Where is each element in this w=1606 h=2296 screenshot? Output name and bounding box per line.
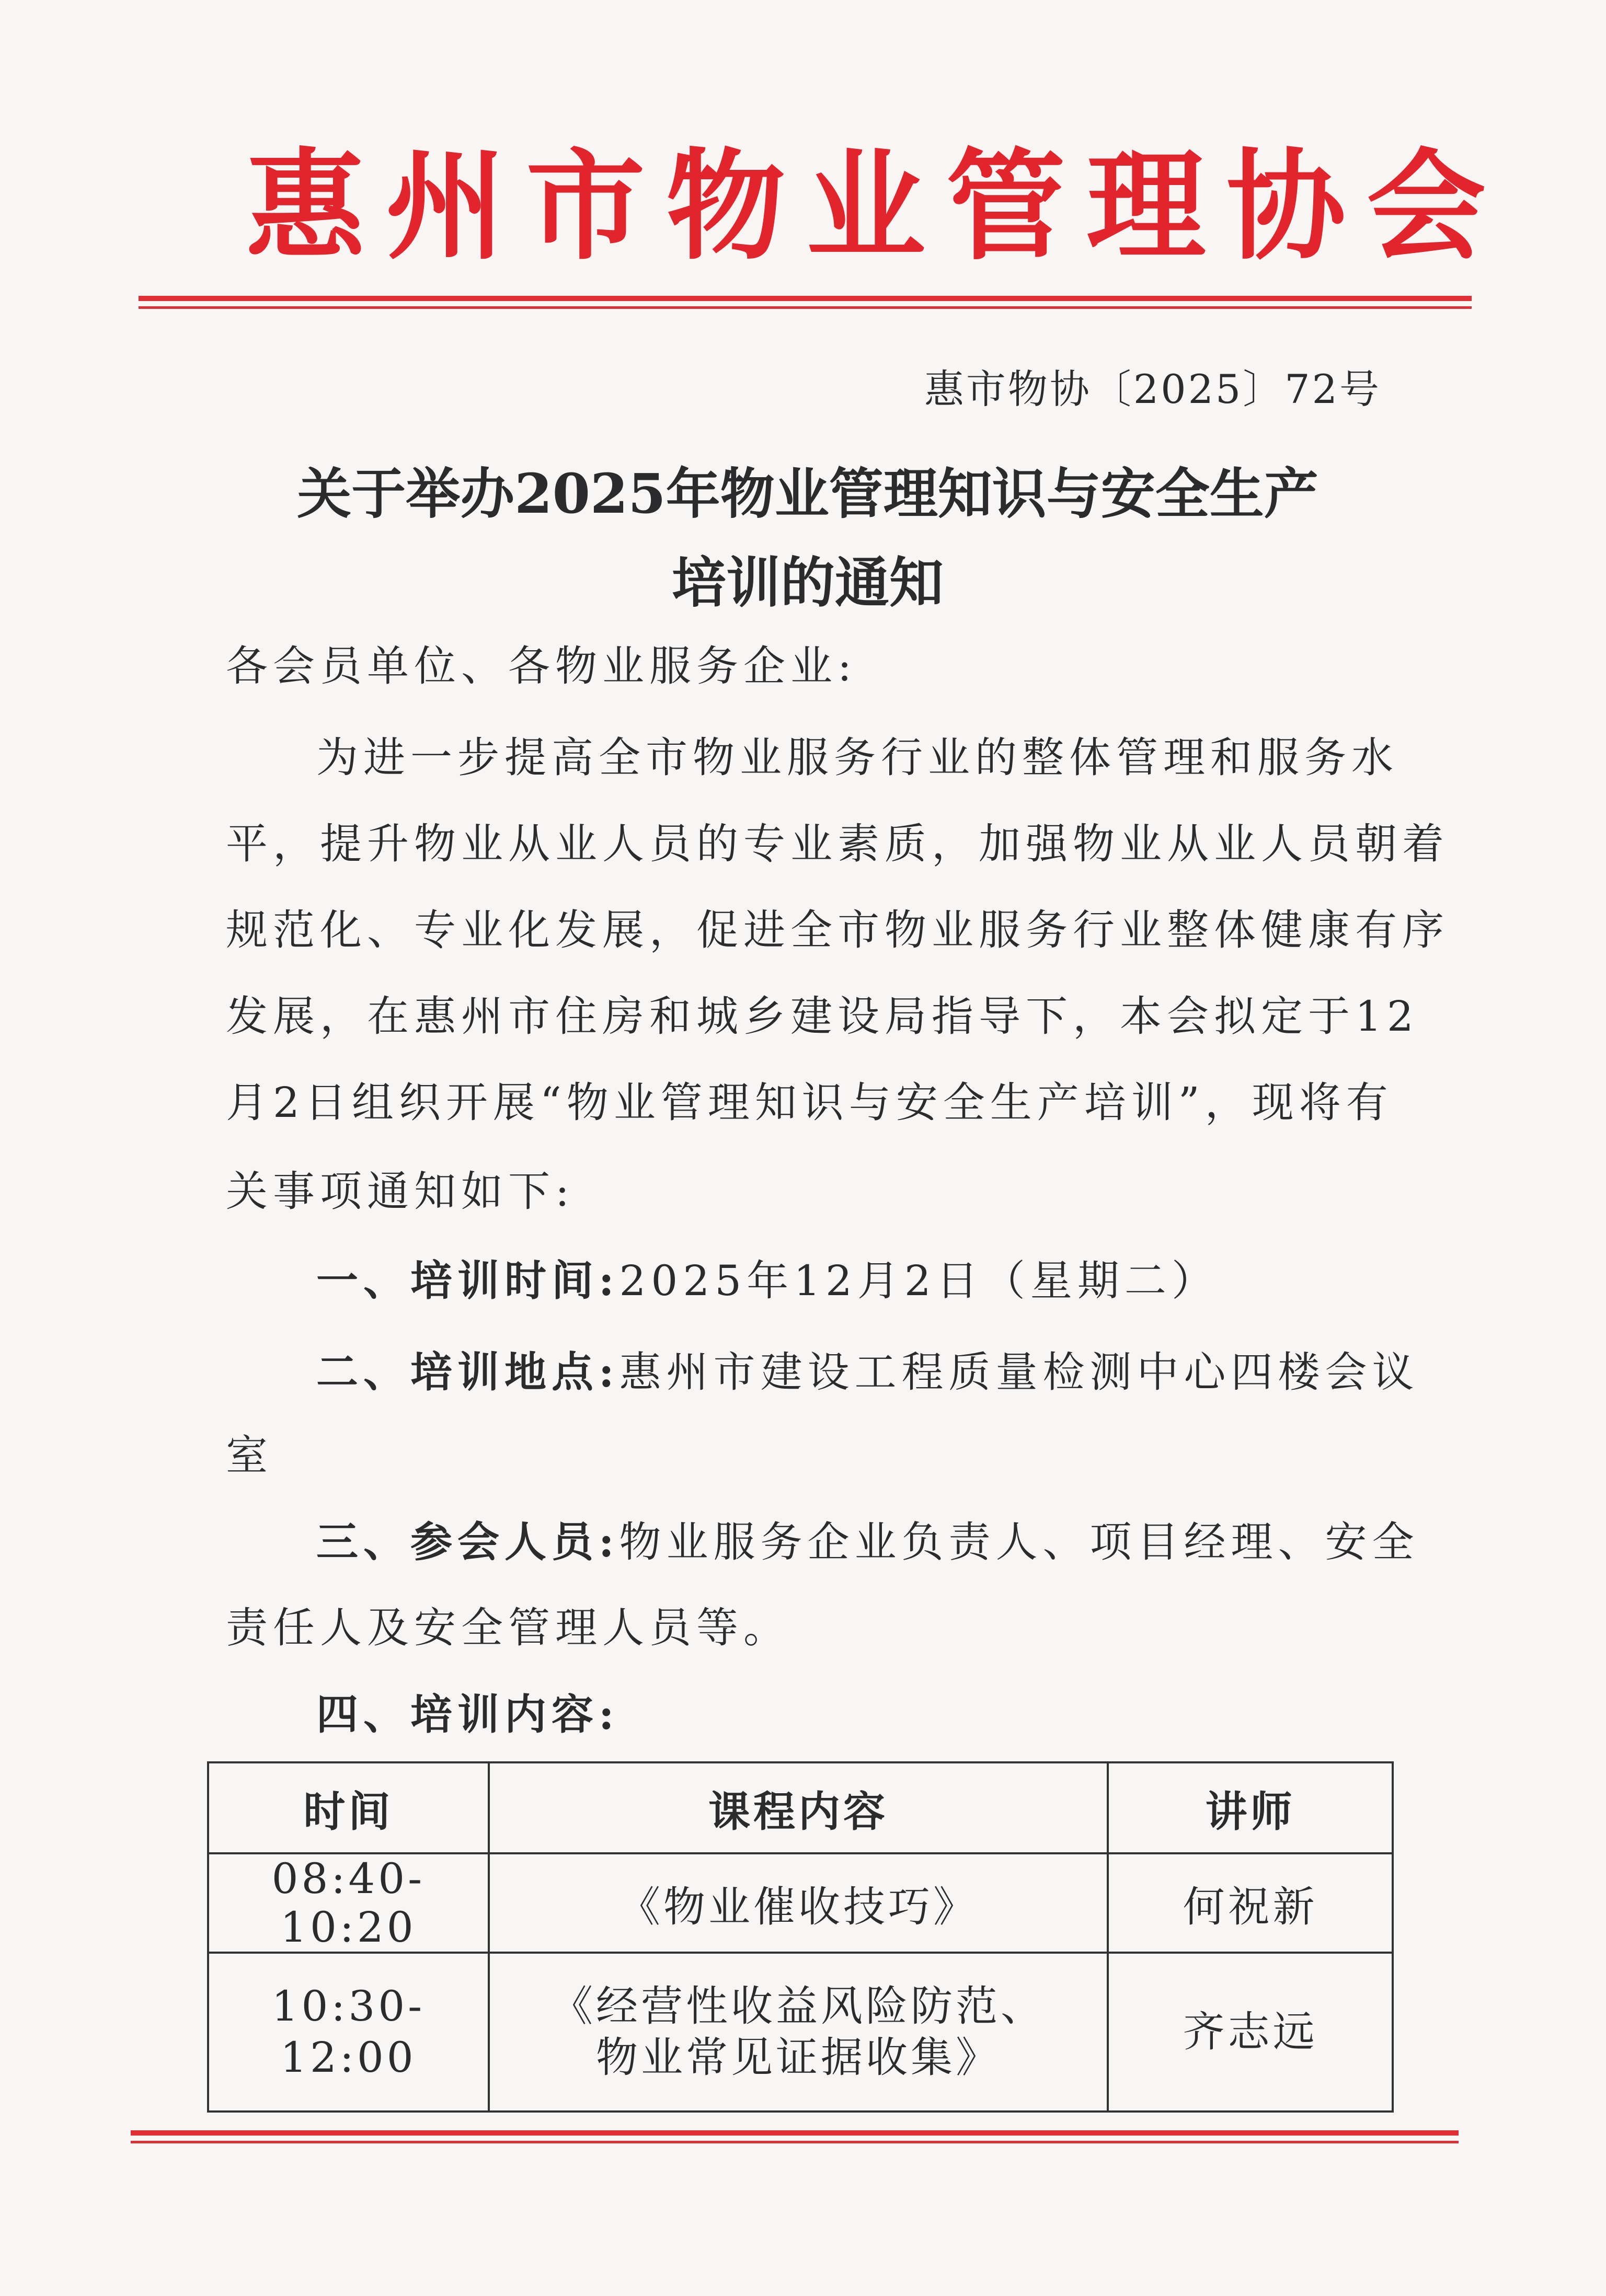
body-paragraph-line: 发展，在惠州市住房和城乡建设局指导下，本会拟定于12 bbox=[226, 992, 1419, 1041]
training-time-label: 一、培训时间: bbox=[316, 1256, 620, 1305]
training-place-value: 惠州市建设工程质量检测中心四楼会议 bbox=[619, 1348, 1419, 1397]
table-header-teacher: 讲师 bbox=[1108, 1762, 1393, 1853]
table-cell-course bbox=[489, 1953, 1108, 2112]
training-time-value: 2025年12月2日（星期二） bbox=[619, 1256, 1219, 1305]
attendees bbox=[316, 1513, 1419, 1571]
footer-rule-thick bbox=[131, 2130, 1459, 2136]
body-paragraph-line: 月2日组织开展“物业管理知识与安全生产培训”，现将有 bbox=[226, 1078, 1393, 1127]
attendees-label: 三、参会人员: bbox=[316, 1517, 620, 1566]
course-line: 物业常见证据收集》 bbox=[596, 2033, 1001, 2082]
table-cell-course: 《物业催收技巧》 bbox=[489, 1853, 1108, 1953]
table-cell-time: 08:40-10:20 bbox=[208, 1853, 489, 1953]
document-number: 惠市物协〔2025〕72号 bbox=[924, 366, 1381, 412]
footer-rule-thin bbox=[131, 2141, 1459, 2143]
training-content-label: 四、培训内容: bbox=[316, 1690, 620, 1739]
body-paragraph-line: 为进一步提高全市物业服务行业的整体管理和服务水 bbox=[316, 733, 1398, 782]
document-title-line1: 关于举办2025年物业管理知识与安全生产 bbox=[297, 461, 1318, 526]
body-paragraph-line: 规范化、专业化发展，促进全市物业服务行业整体健康有序 bbox=[226, 906, 1449, 954]
table-cell-time: 10:30-12:00 bbox=[208, 1953, 489, 2112]
letterhead-title: 惠州市物业管理协会 bbox=[246, 137, 1507, 276]
attendees-value: 物业服务企业负责人、项目经理、安全 bbox=[619, 1518, 1419, 1566]
table-cell-teacher: 齐志远 bbox=[1108, 1953, 1393, 2112]
body-paragraph-line: 平，提升物业从业人员的专业素质，加强物业从业人员朝着 bbox=[226, 820, 1449, 868]
table-header-course: 课程内容 bbox=[489, 1762, 1108, 1853]
letterhead-rule-thin bbox=[139, 306, 1472, 309]
course-line: 《经营性收益风险防范、 bbox=[551, 1982, 1046, 2030]
training-place-label: 二、培训地点: bbox=[316, 1347, 620, 1397]
table-cell-teacher: 何祝新 bbox=[1108, 1853, 1393, 1953]
table-header-time: 时间 bbox=[208, 1762, 489, 1853]
salutation: 各会员单位、各物业服务企业: bbox=[226, 642, 857, 690]
letterhead-rule-thick bbox=[139, 296, 1472, 301]
attendees-continued: 责任人及安全管理人员等。 bbox=[226, 1603, 790, 1652]
schedule-table bbox=[207, 1761, 1394, 2113]
table-header-row bbox=[208, 1762, 1393, 1853]
training-place bbox=[316, 1343, 1419, 1401]
table-row bbox=[208, 1853, 1393, 1953]
training-place-continued: 室 bbox=[226, 1431, 273, 1480]
document-title-line2: 培训的通知 bbox=[671, 550, 944, 615]
table-row bbox=[208, 1953, 1393, 2112]
body-paragraph-line: 关事项通知如下: bbox=[226, 1167, 575, 1216]
training-time bbox=[316, 1252, 1219, 1310]
